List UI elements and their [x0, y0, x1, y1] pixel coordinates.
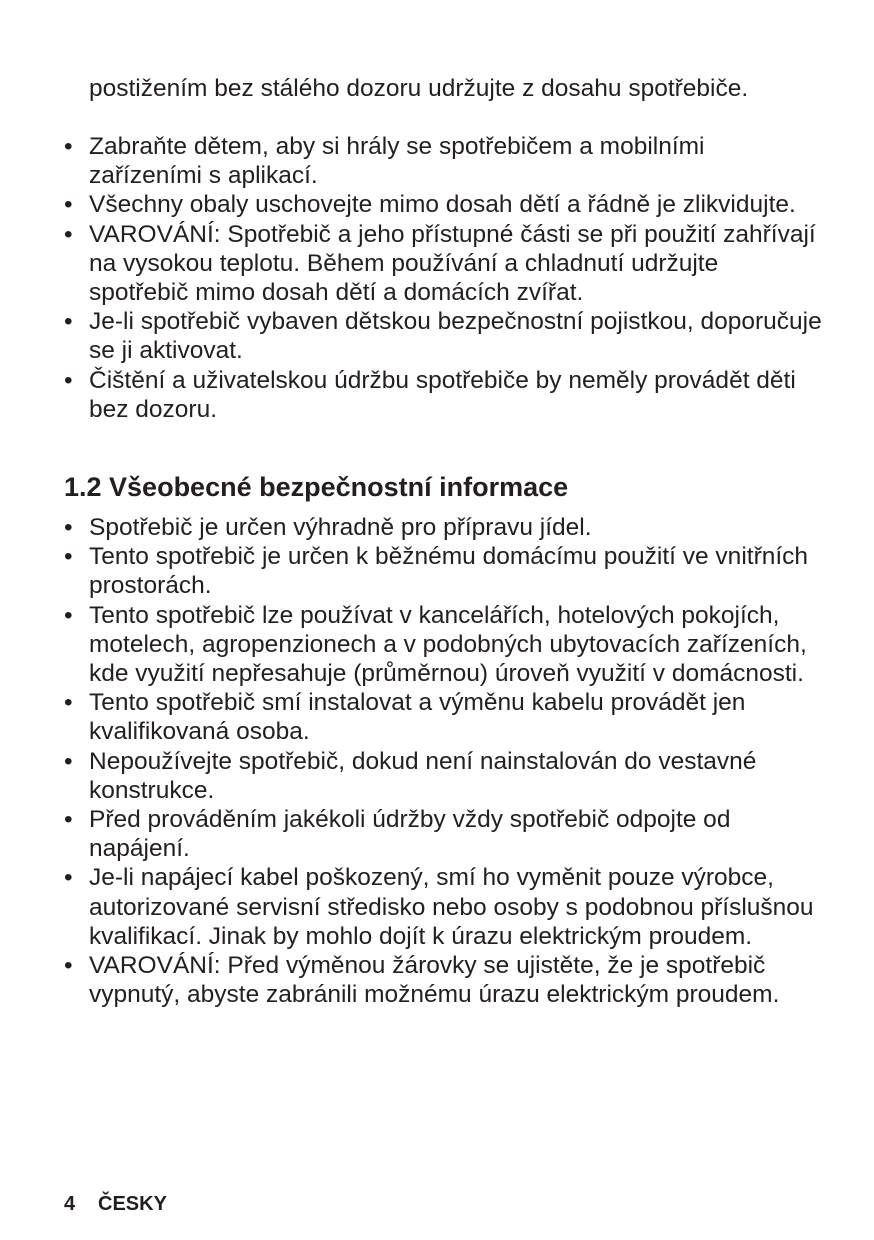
continuation-paragraph: postižením bez stálého dozoru udržujte z dosahu spotřebiče. [89, 75, 749, 102]
list-item-text: Spotřebič je určen výhradně pro přípravu jídel. [89, 514, 592, 541]
list-item [64, 688, 824, 746]
bullet-icon: • [64, 543, 73, 571]
list-item-text: Tento spotřebič lze používat v kancelářích, hotelových pokojích, motelech, agropenzionech a v podobných ubytovacích zařízeních, kde využití nepřesahuje (průměrnou) úroveň využití v domácnosti. [89, 601, 807, 688]
list-item-text: Před prováděním jakékoli údržby vždy spotřebič odpojte od napájení. [89, 806, 731, 863]
list-item-text: VAROVÁNÍ: Před výměnou žárovky se ujistěte, že je spotřebič vypnutý, abyste zabránili možnému úrazu elektrickým proudem. [89, 952, 780, 1009]
list-item [64, 366, 824, 424]
page-number: 4 [64, 1193, 76, 1215]
list-item-text: Nepoužívejte spotřebič, dokud není nainstalován do vestavné konstrukce. [89, 747, 757, 804]
bullet-icon: • [64, 133, 73, 160]
bullet-icon: • [64, 747, 73, 775]
list-item [64, 132, 824, 190]
list-item [64, 601, 824, 689]
list-item [64, 951, 824, 1009]
bullet-icon: • [64, 514, 73, 541]
list-item-text: Je-li napájecí kabel poškozený, smí ho vyměnit pouze výrobce, autorizované servisní středisko nebo osoby s podobnou příslušnou kvalifikací. Jinak by mohlo dojít k úrazu elektrickým proudem. [89, 864, 814, 950]
list-item [64, 190, 824, 219]
list-item [64, 542, 824, 600]
bullet-icon: • [64, 806, 73, 834]
list-item [64, 863, 824, 951]
list-item [64, 513, 824, 542]
list-item-text: Je-li spotřebič vybaven dětskou bezpečnostní pojistkou, doporučuje se ji aktivovat. [89, 308, 822, 365]
bullet-icon: • [64, 191, 73, 219]
list-item-text: Všechny obaly uschovejte mimo dosah dětí a řádně je zlikvidujte. [89, 191, 796, 219]
list-item-text: Čištění a uživatelskou údržbu spotřebiče by neměly provádět děti bez dozoru. [89, 366, 796, 423]
bullet-icon: • [64, 308, 73, 336]
child-safety-list [64, 132, 824, 424]
page-footer [64, 1191, 167, 1217]
footer-language: ČESKY [98, 1193, 167, 1215]
list-item-text: Tento spotřebič je určen k běžnému domácímu použití ve vnitřních prostorách. [89, 543, 809, 600]
bullet-icon: • [64, 864, 73, 892]
bullet-icon: • [64, 601, 73, 629]
list-item-text: Zabraňte dětem, aby si hrály se spotřebičem a mobilními zařízeními s aplikací. [89, 133, 705, 190]
bullet-icon: • [64, 366, 73, 394]
bullet-icon: • [64, 952, 73, 980]
list-item [64, 220, 824, 308]
general-safety-list [64, 513, 824, 1009]
list-item [64, 805, 824, 863]
bullet-icon: • [64, 220, 73, 248]
bullet-icon: • [64, 689, 73, 717]
section-heading: 1.2 Všeobecné bezpečnostní informace [64, 472, 569, 502]
list-item [64, 747, 824, 805]
list-item-text: Tento spotřebič smí instalovat a výměnu kabelu provádět jen kvalifikovaná osoba. [89, 689, 746, 746]
list-item [64, 307, 824, 365]
list-item-text: VAROVÁNÍ: Spotřebič a jeho přístupné části se při použití zahřívají na vysokou teplotu. Během používání a chladnutí udržujte spotřebič mimo dosah dětí a domácích zvířat. [89, 220, 816, 307]
